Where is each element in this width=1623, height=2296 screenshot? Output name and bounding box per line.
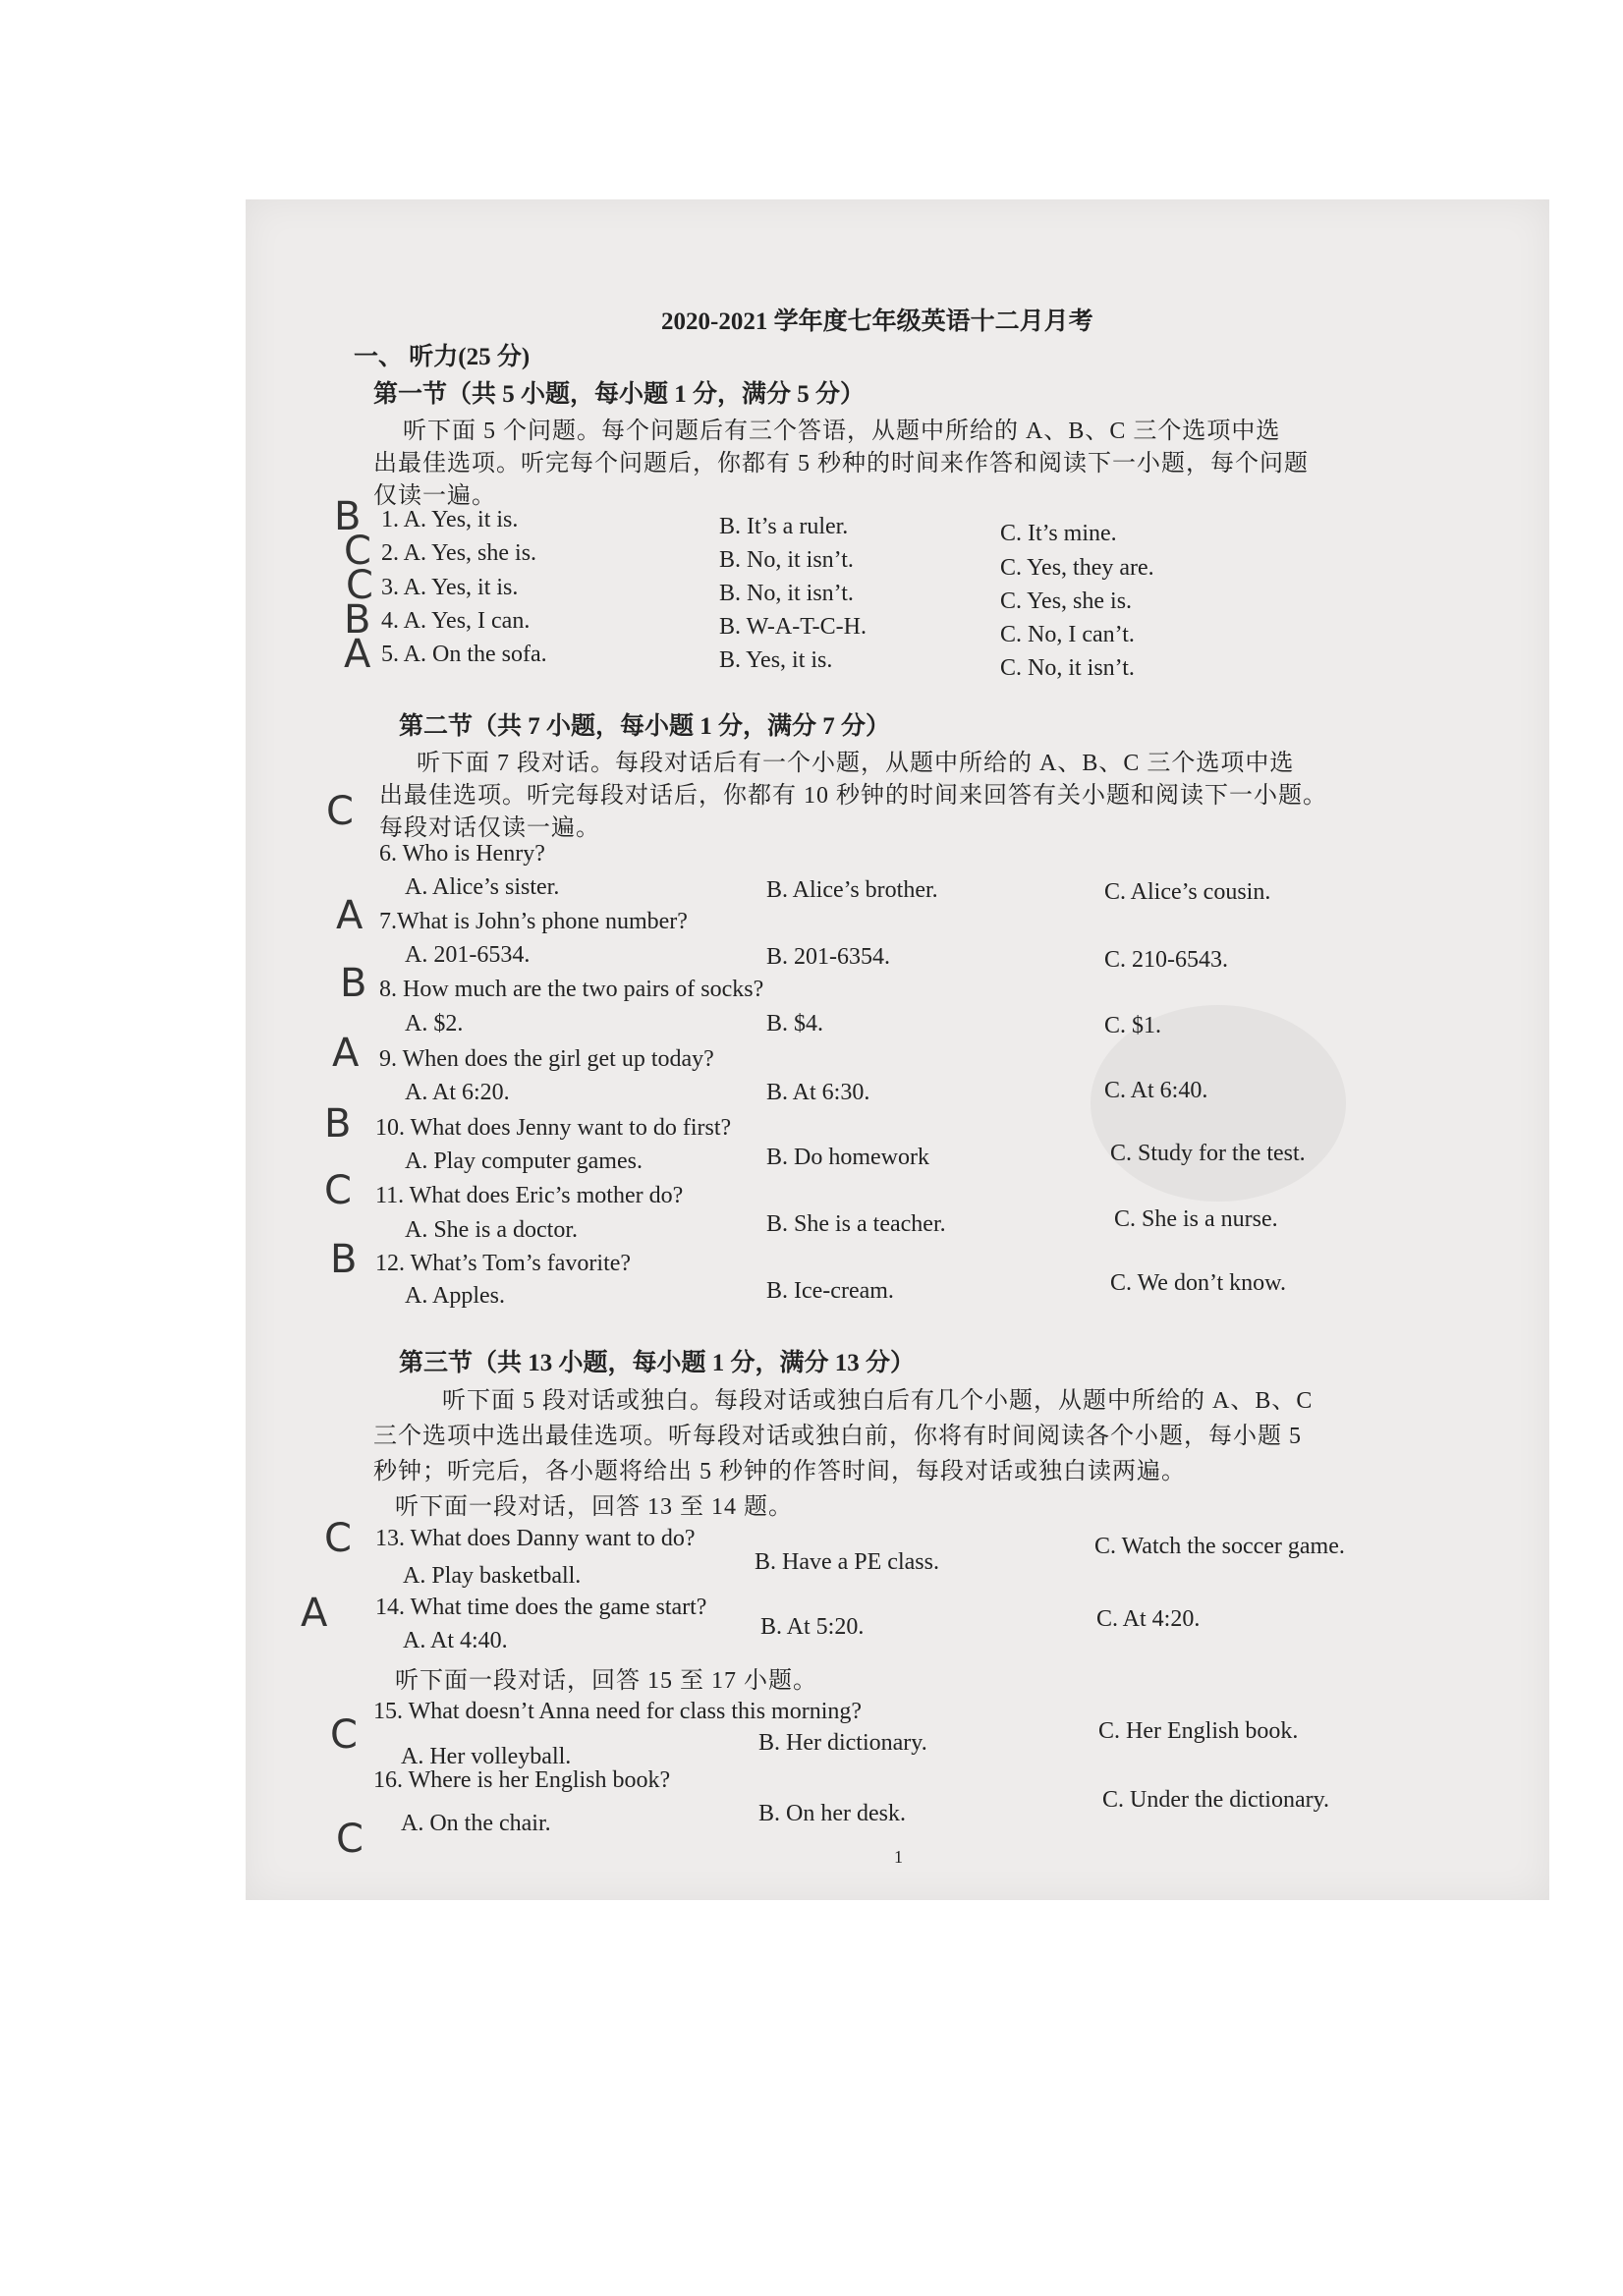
option-b: B. Her dictionary.: [758, 1730, 927, 1756]
page-number: 1: [894, 1847, 903, 1867]
section3-instruction-line: 秒钟；听完后，各小题将给出 5 秒钟的作答时间，每段对话或独白读两遍。: [373, 1459, 1186, 1484]
section2-instruction-line: 听下面 7 段对话。每段对话后有一个小题，从题中所给的 A、B、C 三个选项中选: [417, 751, 1295, 776]
question-text: 9. When does the girl get up today?: [379, 1046, 714, 1072]
option-c: C. Yes, she is.: [1000, 588, 1133, 614]
section3-heading: 第三节（共 13 小题，每小题 1 分，满分 13 分）: [399, 1350, 916, 1376]
handwritten-answer: C: [324, 1516, 352, 1561]
handwritten-answer: C: [330, 1712, 358, 1758]
question-text: 8. How much are the two pairs of socks?: [379, 977, 764, 1002]
option-a: A. Apples.: [405, 1283, 505, 1309]
option-a: 3. A. Yes, it is.: [381, 575, 519, 600]
section3-subheading: 听下面一段对话，回答 13 至 14 题。: [395, 1494, 793, 1520]
option-b: B. At 6:30.: [766, 1080, 870, 1105]
handwritten-answer: C: [324, 1168, 352, 1213]
option-c: C. Under the dictionary.: [1102, 1787, 1330, 1813]
handwritten-answer: C: [346, 563, 373, 608]
question-text: 10. What does Jenny want to do first?: [375, 1115, 732, 1141]
handwritten-answer: A: [301, 1591, 328, 1636]
option-c: C. $1.: [1104, 1013, 1162, 1038]
question-text: 16. Where is her English book?: [373, 1767, 671, 1793]
option-a: A. At 4:40.: [403, 1628, 508, 1653]
handwritten-answer: B: [334, 494, 362, 539]
question-text: 7.What is John’s phone number?: [379, 909, 688, 934]
section1-instruction-line: 仅读一遍。: [373, 483, 496, 509]
option-a: A. 201-6534.: [405, 942, 531, 968]
section3-instruction-line: 三个选项中选出最佳选项。听每段对话或独白前，你将有时间阅读各个小题，每小题 5: [373, 1424, 1302, 1449]
option-a: A. $2.: [405, 1011, 464, 1036]
question-text: 13. What does Danny want to do?: [375, 1526, 696, 1551]
section2-heading: 第二节（共 7 小题，每小题 1 分，满分 7 分）: [399, 713, 891, 740]
option-c: C. At 4:20.: [1096, 1606, 1201, 1632]
exam-paper-photo: [246, 199, 1549, 1900]
option-a: 2. A. Yes, she is.: [381, 540, 537, 566]
option-c: C. It’s mine.: [1000, 521, 1117, 546]
option-a: A. Her volleyball.: [401, 1744, 572, 1769]
section1-heading: 第一节（共 5 小题，每小题 1 分，满分 5 分）: [373, 381, 866, 408]
option-a: A. Alice’s sister.: [405, 874, 560, 900]
option-c: C. Study for the test.: [1110, 1141, 1306, 1166]
option-a: 1. A. Yes, it is.: [381, 507, 519, 532]
option-b: B. $4.: [766, 1011, 824, 1036]
handwritten-answer: A: [344, 632, 371, 677]
option-c: C. At 6:40.: [1104, 1078, 1208, 1103]
option-c: C. No, I can’t.: [1000, 622, 1135, 647]
section2-instruction-line: 出最佳选项。听完每段对话后，你都有 10 秒钟的时间来回答有关小题和阅读下一小题。: [379, 783, 1327, 809]
option-b: B. Have a PE class.: [755, 1549, 939, 1575]
option-a: 5. A. On the sofa.: [381, 642, 547, 667]
option-b: B. It’s a ruler.: [719, 514, 849, 539]
option-b: B. Ice-cream.: [766, 1278, 894, 1304]
option-c: C. Yes, they are.: [1000, 555, 1154, 581]
option-b: B. W-A-T-C-H.: [719, 614, 867, 640]
section1-instruction-line: 出最佳选项。听完每个问题后，你都有 5 秒种的时间来作答和阅读下一小题，每个问题: [373, 451, 1309, 476]
option-c: C. No, it isn’t.: [1000, 655, 1135, 681]
section3-instruction-line: 听下面 5 段对话或独白。每段对话或独白后有几个小题，从题中所给的 A、B、C: [442, 1388, 1314, 1414]
option-a: A. Play basketball.: [403, 1563, 582, 1589]
option-c: C. We don’t know.: [1110, 1270, 1286, 1296]
option-b: B. Do homework: [766, 1145, 929, 1170]
handwritten-answer: B: [340, 961, 367, 1006]
option-b: B. Yes, it is.: [719, 647, 833, 673]
option-b: B. No, it isn’t.: [719, 581, 854, 606]
handwritten-answer: A: [336, 893, 364, 938]
question-text: 6. Who is Henry?: [379, 841, 545, 867]
option-b: B. She is a teacher.: [766, 1211, 946, 1237]
section3-subheading: 听下面一段对话，回答 15 至 17 小题。: [395, 1668, 817, 1694]
question-text: 11. What does Eric’s mother do?: [375, 1183, 684, 1208]
question-text: 12. What’s Tom’s favorite?: [375, 1251, 632, 1276]
option-c: C. Her English book.: [1098, 1718, 1299, 1744]
handwritten-answer: C: [344, 529, 371, 574]
option-a: 4. A. Yes, I can.: [381, 608, 531, 634]
option-c: C. 210-6543.: [1104, 947, 1228, 973]
option-b: B. 201-6354.: [766, 944, 890, 970]
option-a: A. At 6:20.: [405, 1080, 510, 1105]
option-c: C. Alice’s cousin.: [1104, 879, 1271, 905]
handwritten-answer: B: [324, 1101, 352, 1147]
handwritten-answer: B: [344, 597, 371, 643]
question-text: 14. What time does the game start?: [375, 1595, 707, 1620]
option-c: C. She is a nurse.: [1114, 1206, 1278, 1232]
question-text: 15. What doesn’t Anna need for class this morning?: [373, 1699, 863, 1724]
option-b: B. Alice’s brother.: [766, 877, 938, 903]
option-b: B. No, it isn’t.: [719, 547, 854, 573]
section1-instruction-line: 听下面 5 个问题。每个问题后有三个答语，从题中所给的 A、B、C 三个选项中选: [403, 419, 1281, 444]
handwritten-answer: C: [326, 789, 354, 834]
part1-heading: 一、 听力(25 分): [354, 344, 531, 370]
exam-title: 2020-2021 学年度七年级英语十二月月考: [661, 308, 1093, 335]
handwritten-answer: A: [332, 1031, 360, 1076]
option-b: B. On her desk.: [758, 1801, 906, 1826]
section2-instruction-line: 每段对话仅读一遍。: [379, 815, 600, 841]
handwritten-answer: C: [336, 1817, 364, 1862]
option-a: A. She is a doctor.: [405, 1217, 578, 1243]
option-c: C. Watch the soccer game.: [1094, 1534, 1345, 1559]
option-b: B. At 5:20.: [760, 1614, 865, 1640]
option-a: A. Play computer games.: [405, 1148, 643, 1174]
option-a: A. On the chair.: [401, 1811, 551, 1836]
handwritten-answer: B: [330, 1237, 358, 1282]
